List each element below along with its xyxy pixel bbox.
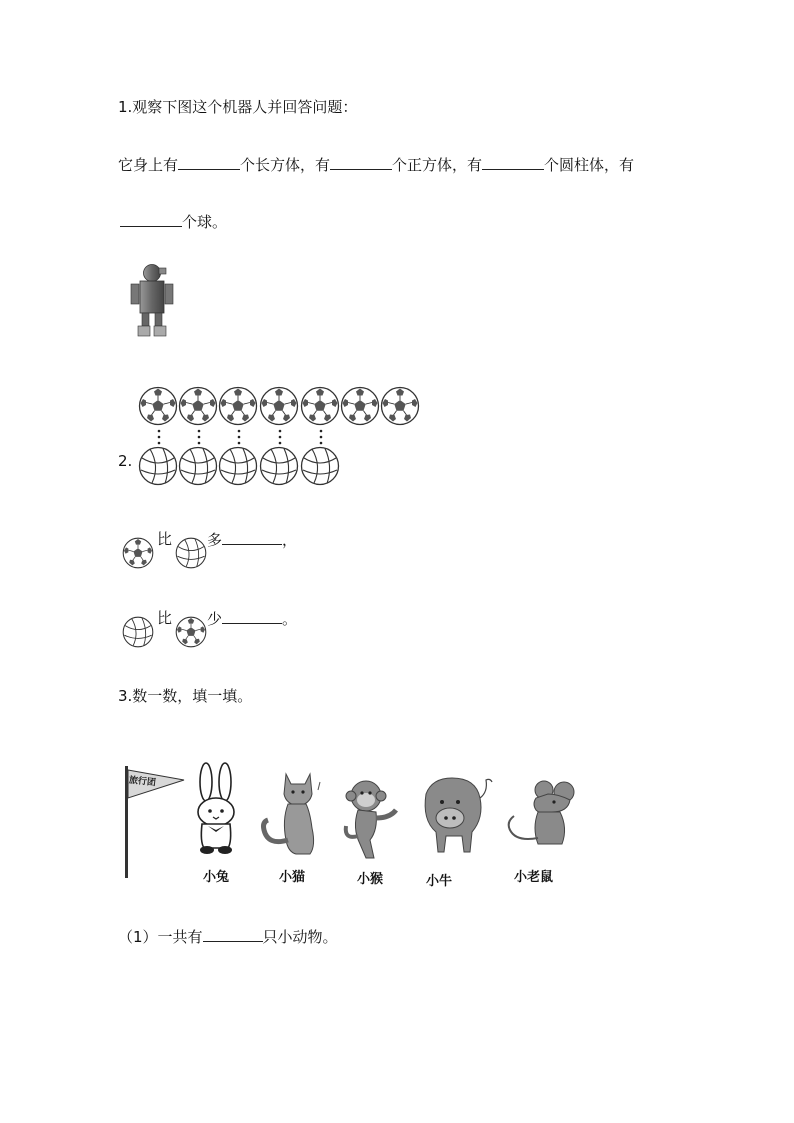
text-segment: 个正方体，有 [392,156,483,174]
compare-word: 比 [157,609,173,627]
monkey-icon [338,774,404,862]
animal-label: 小兔 [203,870,230,885]
question-3-sub-1 [118,926,338,947]
soccer-ball-icon [178,386,218,426]
basketball-icon [178,446,218,486]
soccer-ball-icon [122,537,154,569]
basketball-icon [122,616,154,648]
soccer-ball-icon [259,386,299,426]
compare-word: 比 [157,530,173,548]
text-segment: 个圆柱体，有 [544,156,635,174]
mouse-icon [498,778,580,858]
basketball-icon [300,446,340,486]
cat-icon [258,770,328,858]
text-segment: 个长方体，有 [240,156,331,174]
soccer-ball-icon [175,616,207,648]
text-segment: 。 [282,610,298,628]
soccer-ball-icon [380,386,420,426]
answer-blank-cylinder[interactable] [482,154,544,170]
basketball-row [138,446,348,490]
animal-label: 小牛 [426,874,453,889]
basketball-icon [259,446,299,486]
robot-icon [128,262,176,340]
basketball-icon [218,446,258,486]
rabbit-icon [188,760,244,856]
answer-blank-more[interactable] [222,529,282,545]
soccer-ball-icon [300,386,340,426]
question-2-line-1 [207,529,297,550]
ox-icon [416,772,494,860]
text-segment: 它身上有 [118,156,179,174]
question-3-title: 3.数一数，填一填。 [118,687,253,705]
answer-blank-cuboid[interactable] [178,154,240,170]
soccer-ball-icon [218,386,258,426]
question-1-line-1 [118,154,634,175]
text-segment: 只小动物。 [262,928,338,946]
animal-label: 小猴 [357,872,384,887]
text-segment: （1）一共有 [118,928,203,946]
flag-text: 旅行团 [128,775,157,789]
text-segment: 少 [207,610,223,628]
answer-blank-cube[interactable] [330,154,392,170]
question-2-line-2 [207,608,297,629]
soccer-ball-row [138,386,428,430]
animal-label: 小猫 [279,870,306,885]
soccer-ball-icon [340,386,380,426]
matching-dots [138,428,358,448]
text-segment: 多 [207,531,223,549]
answer-blank-sphere[interactable] [120,211,182,227]
question-2-number: 2. [118,452,133,470]
answer-blank-animal-count[interactable] [203,926,263,942]
soccer-ball-icon [138,386,178,426]
question-1-line-2 [120,211,227,232]
answer-blank-less[interactable] [222,608,282,624]
animal-label: 小老鼠 [514,870,554,885]
basketball-icon [138,446,178,486]
basketball-icon [175,537,207,569]
question-1-title: 1.观察下图这个机器人并回答问题： [118,98,358,116]
text-segment: ， [282,531,298,549]
text-segment: 个球。 [182,213,228,231]
